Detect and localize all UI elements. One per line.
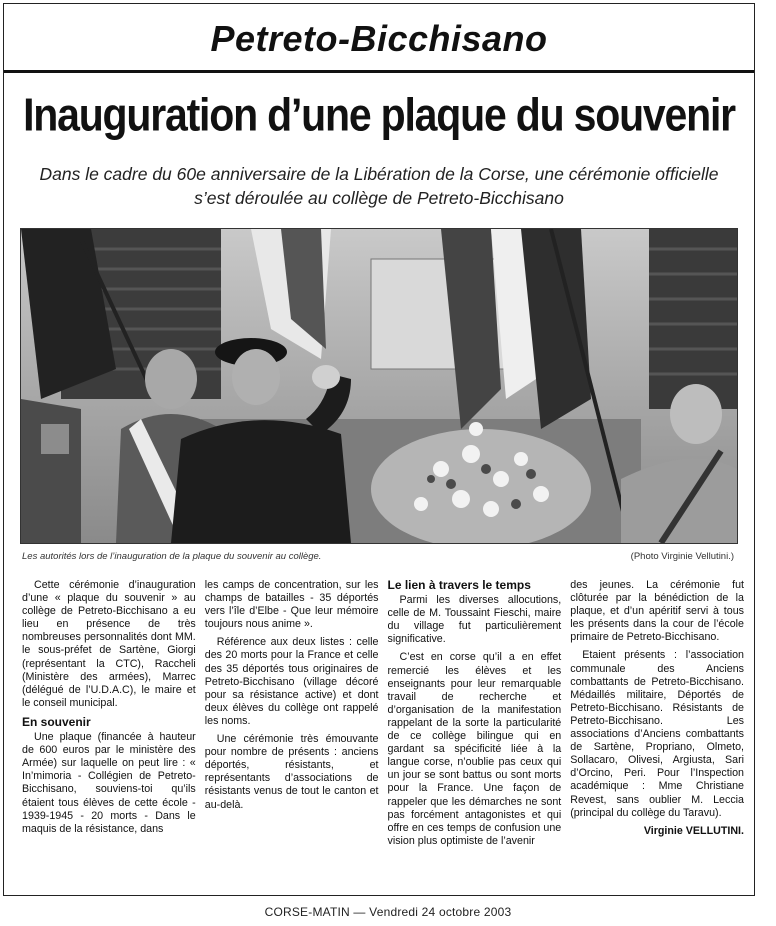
paragraph: les camps de concentration, sur les champs de batailles - 35 déportés vers l’île d’Elbe - Que leur mémoire toujours nous anime ». bbox=[204, 579, 379, 631]
newspaper-clipping bbox=[3, 3, 755, 896]
column-3 bbox=[388, 579, 562, 887]
section-heading: Le lien à travers le temps bbox=[387, 578, 531, 592]
top-rule bbox=[4, 70, 754, 73]
paragraph: C’est en corse qu’il a en effet remercié les élèves et les enseignants pour leur remarquable travail de recherche et d’organisation de la manifestation rappelant de la sorte la particularité de ce collège bilingue qui en gardant sa spécificité liée à la langue corse, n’oublie pas ceux qui un jour se sont battus ou sont morts pour la France. Une façon de rappeler que les démarches ne sont pas forcément antagonistes et qui offre en ces temps de confusion une vision plus optimiste de l’avenir bbox=[387, 651, 562, 847]
town-title: Petreto-Bicchisano bbox=[210, 18, 548, 59]
paragraph: Référence aux deux listes : celle des 20 morts pour la France et celle des 35 déportés tous originaires de Petreto-Bicchisano (village décoré pour sa résistance active) et dont deux élèves du collège ont rappelé les noms. bbox=[204, 636, 379, 727]
photo-caption: Les autorités lors de l’inauguration de la plaque du souvenir au collège. bbox=[22, 551, 322, 562]
lead-paragraph bbox=[18, 162, 740, 210]
author-signature: Virginie VELLUTINI. bbox=[643, 824, 744, 837]
paragraph: Une cérémonie très émouvante pour nombre de présents : anciens déportés, résistants, et représentants d’associations de résistants venus de tout le canton et au-delà. bbox=[204, 733, 379, 811]
photo-credit: (Photo Virginie Vellutini.) bbox=[630, 551, 734, 562]
paragraph: Une plaque (financée à hauteur de 600 euros par le ministère des Armée) sur laquelle on peut lire : « In’mimoria - Collégien de Petreto-Bicchisano, souviens-toi qu’ils étaient tous élèves de cette école - 1939-1945 - 20 morts - Dans le maquis de la résistance, dans bbox=[22, 731, 196, 835]
lead-line-2: s’est déroulée au collège de Petreto-Bicchisano bbox=[194, 188, 564, 208]
ceremony-photo bbox=[20, 228, 738, 544]
source-footer: CORSE-MATIN — Vendredi 24 octobre 2003 bbox=[264, 905, 512, 919]
article-body bbox=[22, 579, 744, 887]
column-2 bbox=[205, 579, 379, 887]
section-heading: En souvenir bbox=[22, 714, 91, 729]
paragraph: Parmi les diverses allocutions, celle de M. Toussaint Fieschi, maire du village fut particulièrement significative. bbox=[387, 594, 562, 646]
lead-line-1: Dans le cadre du 60e anniversaire de la Libération de la Corse, une cérémonie officielle bbox=[39, 164, 719, 184]
paragraph: des jeunes. La cérémonie fut clôturée par la bénédiction de la plaque, et d’un apéritif servi à tous les présents dans la cour de l’école primaire de Petreto-Bicchisano. bbox=[570, 579, 744, 644]
paragraph: Etaient présents : l’association communale des Anciens combattants de Petreto-Bicchisano. Médaillés militaire, Déportés de Petreto-Bicchisano. Résistants de Petreto-Bicchisano. Les associations d’Anciens combattants de Sartène, Propriano, Olmeto, Sollacaro, Olivesi, Argiusta, Sari d’Orcino, Peri. Pour l’Inspection académique : Mme Christiane Revest, sans oublier M. Leccia (principal du collège du Taravu). bbox=[570, 649, 744, 819]
column-1 bbox=[22, 579, 196, 887]
column-4 bbox=[570, 579, 744, 887]
paragraph: Cette cérémonie d’inauguration d’une « plaque du souvenir » au collège de Petreto-Bicchisano a eu lieu en présence de très nombreuses personnalités dont MM. le sous-préfet de Sartène, Giorgi (représentant la CTC), Raccheli (Ministère des armées), Marrec (délégué de l’U.D.A.C), le maire et le conseil municipal. bbox=[22, 579, 196, 709]
headline: Inauguration d’une plaque du souvenir bbox=[23, 89, 735, 141]
